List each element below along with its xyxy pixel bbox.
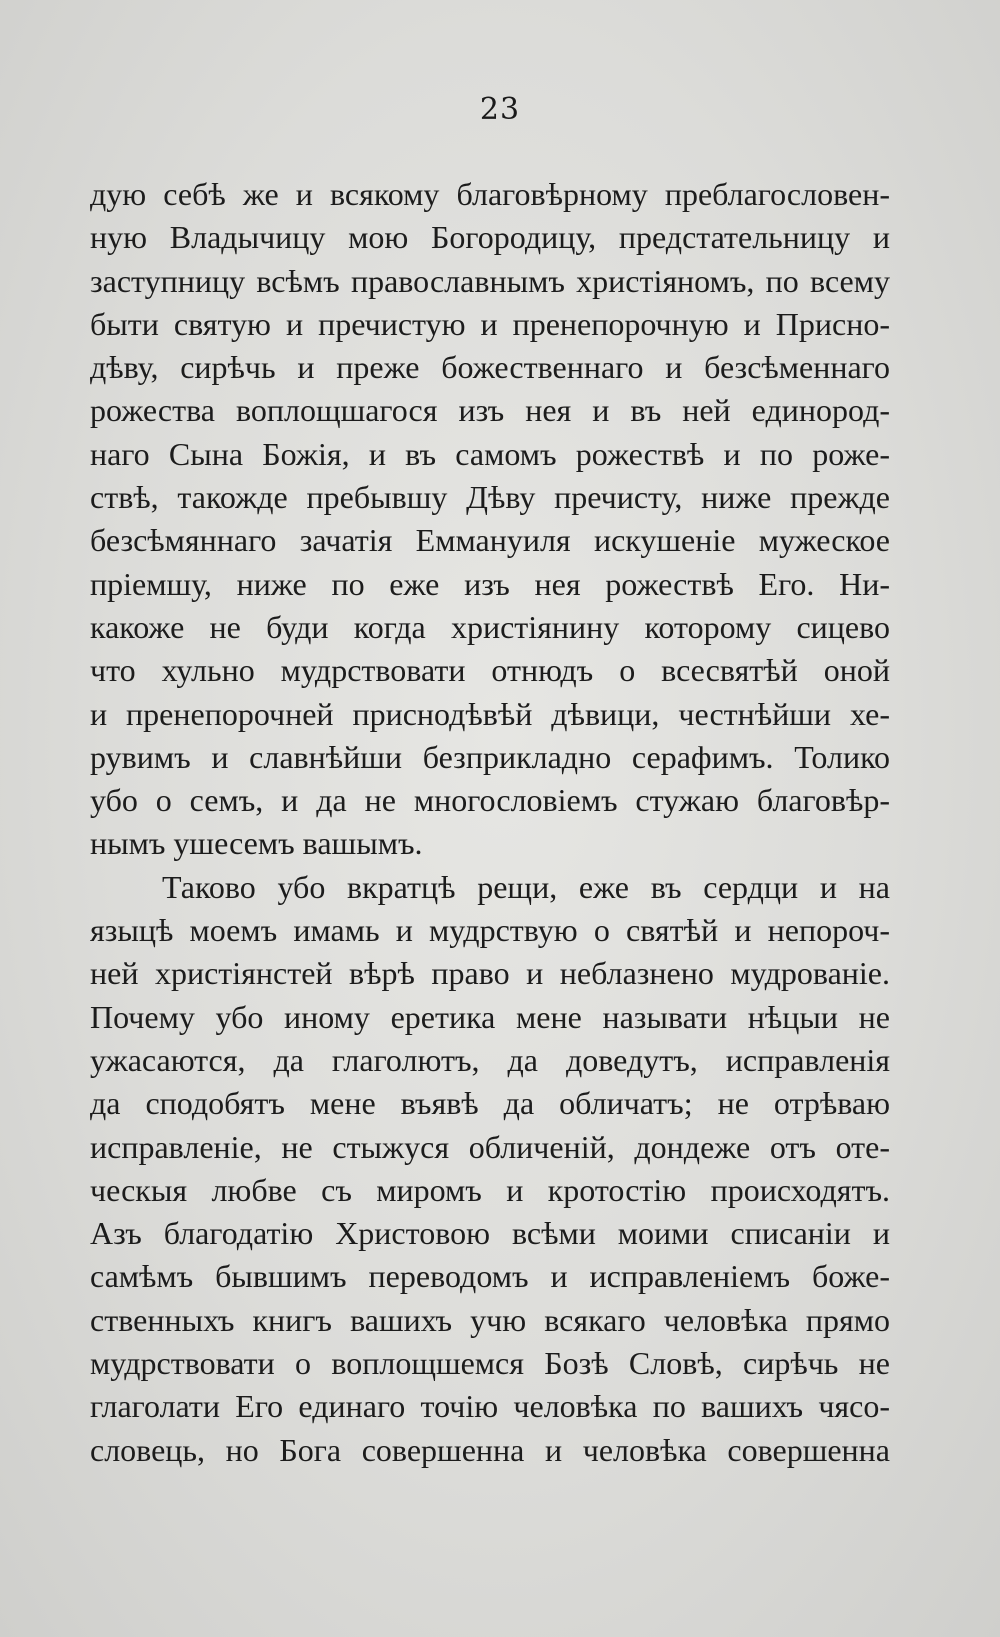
text-line: исправленіе, не стыжуся обличеній, дондеже отъ оте- bbox=[90, 1128, 890, 1165]
text-line: ческыя любве съ миромъ и кротостію происходятъ. bbox=[90, 1171, 890, 1208]
text-line: и пренепорочней приснодѣвѣй дѣвици, честнѣйши хе- bbox=[90, 695, 890, 732]
text-line: ствѣ, такожде пребывшу Дѣву пречисту, ниже прежде bbox=[90, 479, 890, 516]
text-line: нымъ ушесемъ вашымъ. bbox=[90, 825, 423, 862]
text-line: какоже не буди когда христіянину которому сицево bbox=[90, 608, 890, 645]
text-line: Азъ благодатію Христовою всѣми моими списаніи и bbox=[90, 1215, 890, 1252]
text-line: да сподобятъ мене въявѣ да обличатъ; не отрѣваю bbox=[90, 1085, 890, 1122]
text-line: рувимъ и славнѣйши безприкладно серафимъ. Толико bbox=[90, 738, 890, 775]
text-line: заступницу всѣмъ православнымъ христіяномъ, по всему bbox=[90, 262, 890, 299]
page-number: 23 bbox=[479, 92, 521, 127]
text-line: Почему убо иному еретика мене называти нѣцыи не bbox=[90, 998, 890, 1035]
text-line: убо о семъ, и да не многословіемъ стужаю благовѣр- bbox=[90, 782, 890, 819]
text-line: пріемшу, ниже по еже изъ нея рожествѣ Его. Ни- bbox=[90, 565, 890, 602]
text-line: рожества воплощшагося изъ нея и въ ней единород- bbox=[90, 392, 890, 429]
text-line: ужасаются, да глаголютъ, да доведутъ, исправленія bbox=[90, 1041, 890, 1078]
text-line: ственныхъ книгъ вашихъ учю всякаго человѣка прямо bbox=[90, 1301, 890, 1338]
body-text bbox=[90, 173, 890, 1472]
text-line: ней христіянстей вѣрѣ право и неблазнено мудрованіе. bbox=[90, 955, 890, 992]
text-line: мудрствовати о воплощшемся Бозѣ Словѣ, сирѣчь не bbox=[90, 1345, 890, 1382]
text-line: ную Владычицу мою Богородицу, предстательницу и bbox=[90, 219, 890, 256]
text-line: самѣмъ бывшимъ переводомъ и исправленіемъ боже- bbox=[90, 1258, 890, 1295]
text-line: что хульно мудрствовати отнюдъ о всесвятѣй оной bbox=[90, 652, 890, 689]
text-line: безсѣмяннаго зачатія Еммануиля искушеніе мужеское bbox=[90, 522, 890, 559]
text-line: Таково убо вкратцѣ рещи, еже въ сердци и на bbox=[162, 868, 890, 905]
text-line: дѣву, сирѣчь и преже божественнаго и безсѣменнаго bbox=[90, 349, 890, 386]
text-line: дую себѣ же и всякому благовѣрному преблагословен- bbox=[90, 176, 890, 212]
text-line: словець, но Бога совершенна и человѣка совершенна bbox=[90, 1431, 890, 1468]
text-line: языцѣ моемъ имамь и мудрствую о святѣй и непороч- bbox=[90, 912, 890, 949]
text-line: быти святую и пречистую и пренепорочную и Присно- bbox=[90, 305, 890, 342]
text-line: наго Сына Божія, и въ самомъ рожествѣ и по роже- bbox=[90, 435, 890, 472]
text-line: глаголати Его единаго точію человѣка по вашихъ чясо- bbox=[90, 1388, 890, 1425]
